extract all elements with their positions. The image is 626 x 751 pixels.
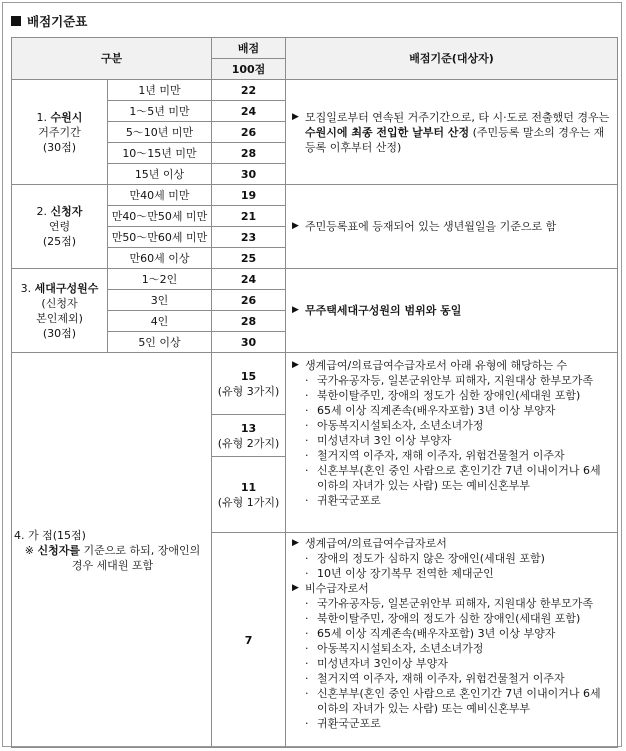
scoring-table (11, 37, 618, 748)
age-row-label: 만60세 이상 (108, 248, 212, 269)
section-heading (11, 12, 87, 30)
household-desc: 무주택세대구성원의 범위와 동일 (305, 304, 462, 317)
list-item-text: 귀환국군포로 (317, 494, 381, 507)
household-criteria (286, 269, 618, 353)
age-row-score: 23 (212, 227, 286, 248)
list-item (292, 641, 611, 656)
list-item (292, 626, 611, 641)
age-row-score: 19 (212, 185, 286, 206)
household-line2: (신청자 (41, 296, 78, 310)
household-row-label: 5인 이상 (108, 332, 212, 353)
bullet-dot-icon: · (305, 717, 309, 730)
household-row-label: 4인 (108, 311, 212, 332)
list-item (292, 551, 611, 566)
household-row-score: 24 (212, 269, 286, 290)
age-row-label: 만50～만60세 미만 (108, 227, 212, 248)
household-row-score: 26 (212, 290, 286, 311)
bonus-top-intro: 생계급여/의료급여수급자로서 아래 유형에 해당하는 수 (305, 359, 568, 372)
household-row-label: 3인 (108, 290, 212, 311)
household-row-label: 1～2인 (108, 269, 212, 290)
bonus-note-bold: 신청자를 (37, 543, 80, 557)
age-row-label: 만40～만50세 미만 (108, 206, 212, 227)
residence-num: 1. (36, 110, 48, 124)
bonus-top-list (292, 373, 611, 508)
list-item-text: 65세 이상 직계존속(배우자포함) 3년 이상 부양자 (317, 404, 556, 417)
header-category: 구분 (12, 38, 212, 80)
bullet-dot-icon: · (305, 389, 309, 402)
residence-row-score: 22 (212, 80, 286, 101)
bonus-note-prefix: ※ (24, 543, 38, 557)
residence-row-label: 10～15년 미만 (108, 143, 212, 164)
triangle-right-icon: ▶ (292, 111, 299, 122)
list-item-text: 65세 이상 직계존속(배우자포함) 3년 이상 부양자 (317, 627, 556, 640)
bonus-score-types: (유형 2가지) (217, 436, 280, 450)
bonus-score-value: 11 (240, 480, 257, 494)
square-bullet-icon (11, 16, 21, 26)
bonus-score-value: 7 (244, 633, 253, 647)
bonus-group-score (212, 415, 286, 457)
list-item-text: 북한이탈주민, 장애의 정도가 심한 장애인(세대원 포함) (317, 389, 581, 402)
bullet-dot-icon: · (305, 612, 309, 625)
bonus-category (12, 353, 212, 748)
bonus-note (14, 543, 211, 558)
list-item-text: 신혼부부(혼인 중인 사람으로 혼인기간 7년 이내이거나 6세 이하의 자녀가 있는 사람) 또는 예비신혼부부 (317, 687, 601, 715)
residence-row-label: 1년 미만 (108, 80, 212, 101)
bonus-score-value: 15 (240, 369, 257, 383)
household-num: 3. (20, 281, 32, 295)
residence-category (12, 80, 108, 185)
bonus-group-score (212, 353, 286, 415)
residence-row-score: 30 (212, 164, 286, 185)
bullet-dot-icon: · (305, 627, 309, 640)
list-item-text: 국가유공자등, 일본군위안부 피해자, 지원대상 한부모가족 (317, 374, 594, 387)
age-line2: 연령 (48, 220, 71, 233)
bullet-dot-icon: · (305, 657, 309, 670)
triangle-right-icon: ▶ (292, 305, 299, 315)
residence-row-label: 5～10년 미만 (108, 122, 212, 143)
header-score: 배점 (212, 38, 286, 59)
list-item (292, 596, 611, 611)
residence-title: 수원시 (50, 110, 83, 124)
residence-line3: (30점) (42, 140, 77, 154)
household-line4: (30점) (42, 326, 77, 340)
list-item-text: 장애의 정도가 심하지 않은 장애인(세대원 포함) (317, 552, 545, 565)
residence-line2: 거주기간 (38, 125, 81, 139)
bonus-score-value: 13 (240, 421, 257, 435)
list-item-text: 철거지역 이주자, 재해 이주자, 위험건물철거 이주자 (317, 672, 565, 685)
triangle-right-icon: ▶ (292, 583, 299, 593)
bonus-score-types: (유형 3가지) (217, 384, 280, 398)
residence-desc-bold: 수원시에 최종 전입한 날부터 산정 (305, 125, 470, 139)
bonus-note-line2: 경우 세대원 포함 (71, 558, 154, 572)
bullet-dot-icon: · (305, 552, 309, 565)
bonus-group-score (212, 457, 286, 533)
age-row-label: 만40세 미만 (108, 185, 212, 206)
bonus-note-rest: 기준으로 하되, 장애인의 (80, 543, 201, 557)
residence-desc-b: (주민등록 말소의 경우는 재등록 이후부터 산정) (305, 125, 605, 154)
list-item (292, 463, 611, 493)
bullet-dot-icon: · (305, 597, 309, 610)
bullet-dot-icon: · (305, 464, 309, 477)
household-row-score: 28 (212, 311, 286, 332)
age-row-score: 21 (212, 206, 286, 227)
bullet-dot-icon: · (305, 419, 309, 432)
residence-row-label: 15년 이상 (108, 164, 212, 185)
list-item-text: 10년 이상 장기복무 전역한 제대군인 (317, 567, 494, 580)
list-item (292, 373, 611, 388)
age-criteria (286, 185, 618, 269)
household-category (12, 269, 108, 353)
list-item-text: 아동복지시설퇴소자, 소년소녀가정 (317, 642, 484, 655)
heading-text: 배점기준표 (27, 14, 88, 29)
bullet-dot-icon: · (305, 449, 309, 462)
bullet-dot-icon: · (305, 434, 309, 447)
list-item (292, 403, 611, 418)
bonus-low-list1 (292, 551, 611, 581)
age-category (12, 185, 108, 269)
household-row-score: 30 (212, 332, 286, 353)
list-item (292, 656, 611, 671)
triangle-right-icon: ▶ (292, 538, 299, 548)
residence-row-score: 26 (212, 122, 286, 143)
list-item (292, 716, 611, 731)
list-item (292, 388, 611, 403)
bullet-dot-icon: · (305, 672, 309, 685)
list-item (292, 493, 611, 508)
document-page (2, 2, 622, 747)
list-item-text: 국가유공자등, 일본군위안부 피해자, 지원대상 한부모가족 (317, 597, 594, 610)
list-item-text: 미성년자녀 3인이상 부양자 (317, 657, 448, 670)
bonus-group-score (212, 533, 286, 748)
residence-criteria (286, 80, 618, 185)
bullet-dot-icon: · (305, 494, 309, 507)
list-item (292, 433, 611, 448)
household-line3: 본인제외) (36, 311, 83, 325)
list-item-text: 아동복지시설퇴소자, 소년소녀가정 (317, 419, 484, 432)
list-item (292, 611, 611, 626)
residence-row-score: 24 (212, 101, 286, 122)
bullet-dot-icon: · (305, 404, 309, 417)
triangle-right-icon: ▶ (292, 221, 299, 231)
list-item (292, 566, 611, 581)
triangle-right-icon: ▶ (292, 360, 299, 370)
bonus-top-criteria (286, 353, 618, 533)
bullet-dot-icon: · (305, 642, 309, 655)
list-item (292, 686, 611, 716)
list-item (292, 448, 611, 463)
age-num: 2. (36, 205, 48, 218)
household-title: 세대구성원수 (34, 281, 99, 295)
age-desc: 주민등록표에 등재되어 있는 생년월일을 기준으로 함 (305, 220, 557, 233)
bonus-score-types: (유형 1가지) (217, 495, 280, 509)
residence-row-score: 28 (212, 143, 286, 164)
list-item-text: 신혼부부(혼인 중인 사람으로 혼인기간 7년 이내이거나 6세 이하의 자녀가 있는 사람) 또는 예비신혼부부 (317, 464, 601, 492)
list-item-text: 미성년자녀 3인 이상 부양자 (317, 434, 452, 447)
residence-desc-a: 모집일로부터 연속된 거주기간으로, 타 시·도로 전출했던 경우는 (305, 110, 610, 124)
residence-row-label: 1～5년 미만 (108, 101, 212, 122)
bullet-dot-icon: · (305, 687, 309, 700)
list-item-text: 철거지역 이주자, 재해 이주자, 위험건물철거 이주자 (317, 449, 565, 462)
bullet-dot-icon: · (305, 374, 309, 387)
age-row-score: 25 (212, 248, 286, 269)
bonus-low-list2 (292, 596, 611, 731)
bonus-low-intro1: 생계급여/의료급여수급자로서 (305, 537, 447, 550)
list-item-text: 귀환국군포로 (317, 717, 381, 730)
list-item-text: 북한이탈주민, 장애의 정도가 심한 장애인(세대원 포함) (317, 612, 581, 625)
bonus-low-criteria (286, 533, 618, 748)
header-score-total: 100점 (212, 59, 286, 80)
list-item (292, 671, 611, 686)
age-title: 신청자 (50, 205, 83, 218)
bonus-line1: 4. 가 점(15점) (14, 528, 86, 542)
bullet-dot-icon: · (305, 567, 309, 580)
header-criteria: 배점기준(대상자) (286, 38, 618, 80)
age-line3: (25점) (42, 235, 77, 248)
bonus-low-intro2: 비수급자로서 (305, 582, 369, 595)
list-item (292, 418, 611, 433)
